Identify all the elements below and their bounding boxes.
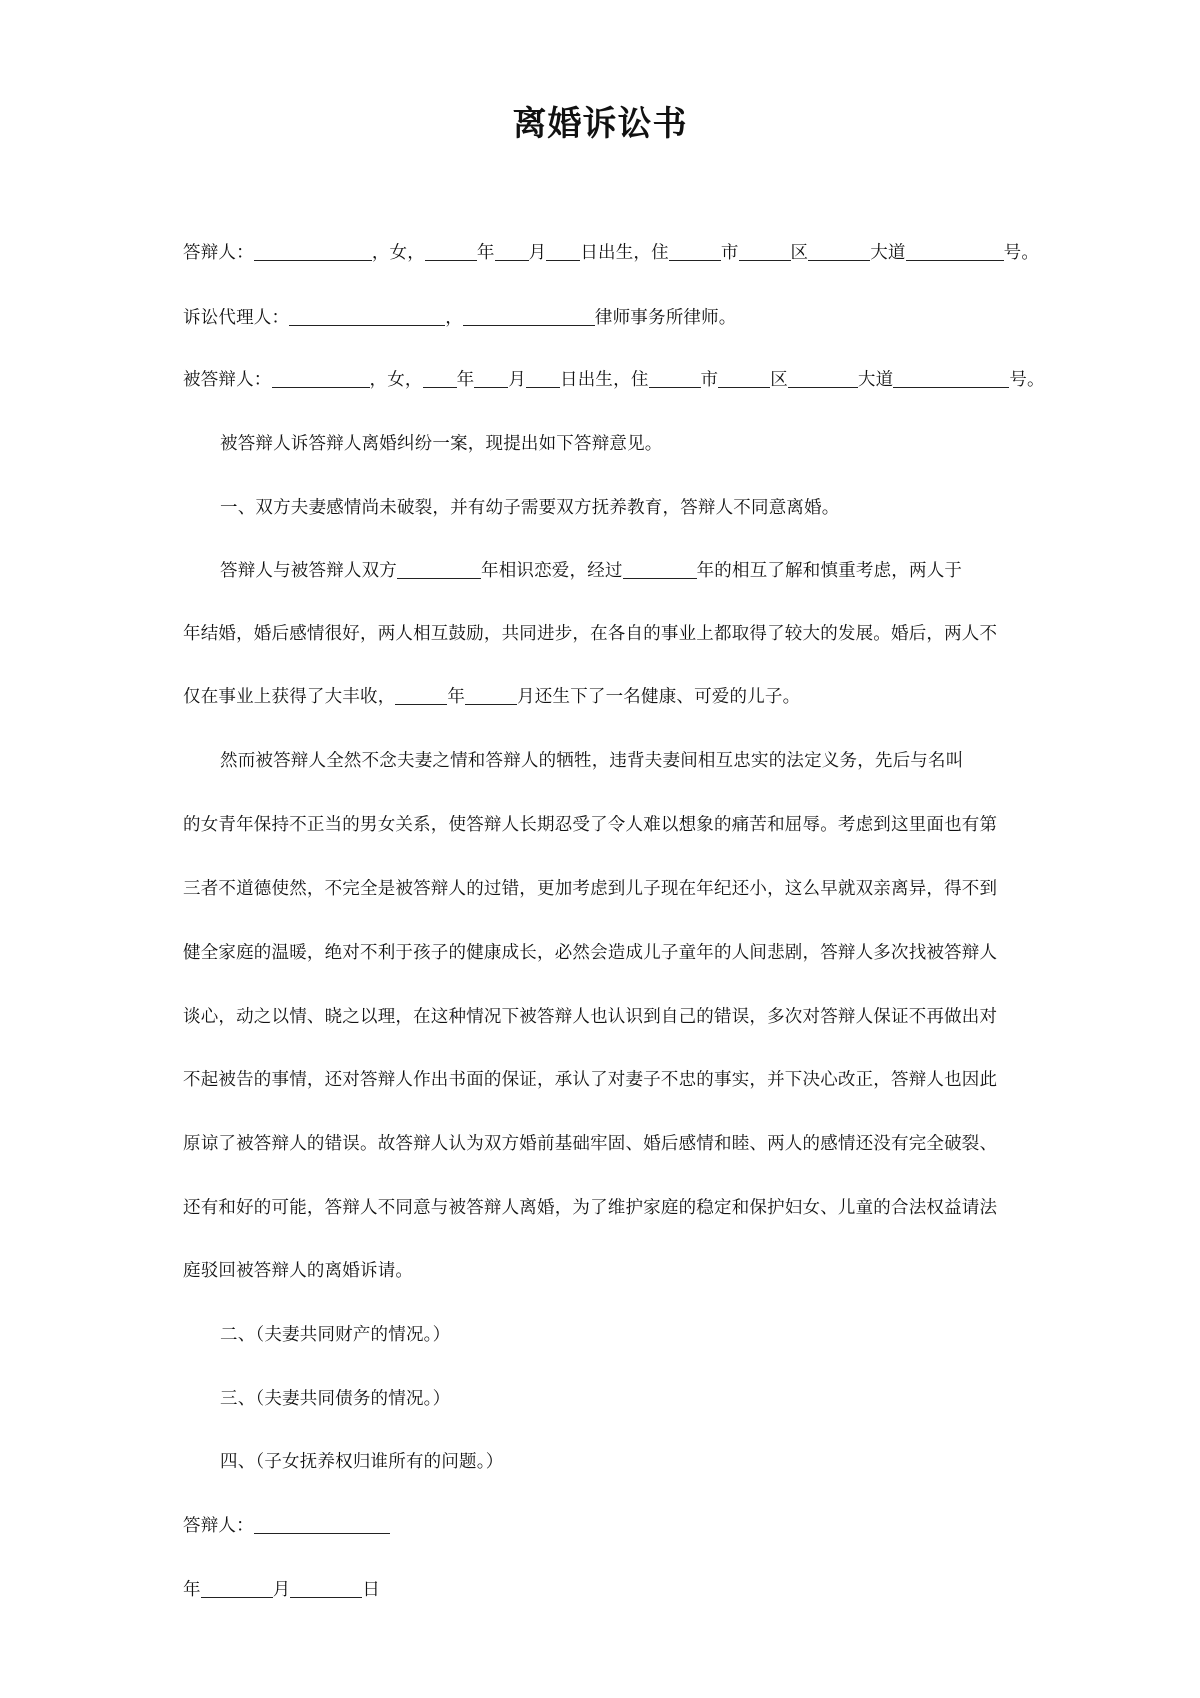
point-two: 二、（夫妻共同财产的情况。） — [220, 1325, 451, 1345]
plaintiff-avenue-blank — [788, 369, 858, 388]
plaintiff-birth-day-blank — [526, 369, 560, 388]
para2-line: 谈心，动之以情、晓之以理，在这种情况下被答辩人也认识到自己的错误，多次对答辩人保证不再做出对 — [183, 1007, 998, 1027]
agent-line — [183, 306, 737, 330]
respondent-birth-day-blank — [546, 242, 580, 261]
respondent-avenue-blank — [808, 242, 870, 261]
intro-paragraph: 被答辩人诉答辩人离婚纠纷一案，现提出如下答辩意见。 — [220, 434, 663, 454]
para2-line: 庭驳回被答辩人的离婚诉请。 — [183, 1261, 414, 1281]
plaintiff-city-label: 市 — [700, 370, 719, 390]
respondent-number-blank — [906, 242, 1004, 261]
plaintiff-city-blank — [649, 369, 701, 388]
para1-text-f: 月还生下了一名健康、可爱的儿子。 — [517, 687, 801, 707]
plaintiff-name-blank — [272, 369, 370, 388]
respondent-number-label: 号。 — [1003, 243, 1040, 263]
plaintiff-birth-month-blank — [474, 369, 508, 388]
para2-line: 然而被答辩人全然不念夫妻之情和答辩人的牺牲，违背夫妻间相互忠实的法定义务，先后与名叫 — [220, 751, 964, 771]
respondent-birth-month-blank — [495, 242, 529, 261]
plaintiff-number-blank — [893, 369, 1009, 388]
para1-years-blank — [397, 560, 481, 579]
date-day-blank — [290, 1579, 362, 1598]
signature-line — [183, 1514, 390, 1538]
plaintiff-district-blank — [718, 369, 770, 388]
document-title: 离婚诉讼书 — [512, 104, 688, 144]
para1-year-label: 年 — [447, 687, 466, 707]
para1-text-c: 年的相互了解和慎重考虑，两人于 — [696, 561, 963, 581]
plaintiff-label: 被答辩人： — [183, 370, 272, 390]
agent-separator: ， — [445, 308, 463, 328]
date-line — [183, 1578, 380, 1602]
plaintiff-line — [183, 368, 1045, 392]
respondent-district-blank — [739, 242, 791, 261]
agent-firm-suffix: 律师事务所律师。 — [594, 308, 737, 328]
agent-label: 诉讼代理人： — [183, 308, 290, 328]
respondent-month-label: 月 — [528, 243, 547, 263]
date-year-label: 年 — [183, 1580, 201, 1600]
signature-label: 答辩人： — [183, 1516, 254, 1536]
respondent-label: 答辩人： — [183, 243, 254, 263]
plaintiff-avenue-label: 大道 — [857, 370, 894, 390]
respondent-city-blank — [669, 242, 721, 261]
signature-blank — [254, 1515, 390, 1534]
date-month-label: 月 — [272, 1580, 291, 1600]
respondent-gender: ，女， — [371, 243, 425, 263]
para2-line: 的女青年保持不正当的男女关系，使答辩人长期忍受了令人难以想象的痛苦和屈辱。考虑到这里面也有第 — [183, 815, 998, 835]
plaintiff-year-label: 年 — [456, 370, 475, 390]
para2-line: 还有和好的可能，答辩人不同意与被答辩人离婚，为了维护家庭的稳定和保护妇女、儿童的合法权益请法 — [183, 1198, 998, 1218]
para1-line2: 年结婚，婚后感情很好，两人相互鼓励，共同进步，在各自的事业上都取得了较大的发展。婚后，两人不 — [183, 624, 998, 644]
respondent-city-label: 市 — [720, 243, 739, 263]
respondent-name-blank — [254, 242, 372, 261]
para2-line: 健全家庭的温暖，绝对不利于孩子的健康成长，必然会造成儿子童年的人间悲剧，答辩人多次找被答辩人 — [183, 943, 998, 963]
plaintiff-number-label: 号。 — [1009, 370, 1045, 390]
point-four: 四、（子女抚养权归谁所有的问题。） — [220, 1452, 504, 1472]
point-three: 三、（夫妻共同债务的情况。） — [220, 1389, 451, 1409]
respondent-line — [183, 241, 1039, 265]
para1-text-a: 答辩人与被答辩人双方 — [220, 561, 397, 581]
plaintiff-birth-year-blank — [423, 369, 457, 388]
plaintiff-month-label: 月 — [508, 370, 527, 390]
respondent-year-label: 年 — [476, 243, 495, 263]
agent-name-blank — [289, 307, 445, 326]
para2-line: 不起被告的事情，还对答辩人作出书面的保证，承认了对妻子不忠的事实，并下决心改正，答辩人也因此 — [183, 1070, 998, 1090]
respondent-birth-year-blank — [425, 242, 477, 261]
para2-line: 三者不道德使然，不完全是被答辩人的过错，更加考虑到儿子现在年纪还小，这么早就双亲离异，得不到 — [183, 879, 998, 899]
point-one: 一、双方夫妻感情尚未破裂，并有幼子需要双方抚养教育，答辩人不同意离婚。 — [220, 498, 840, 518]
plaintiff-district-label: 区 — [770, 370, 788, 390]
para1-son-month-blank — [465, 686, 517, 705]
plaintiff-born-label: 日出生，住 — [560, 370, 649, 390]
para1-line1 — [220, 559, 962, 583]
date-month-blank — [201, 1579, 273, 1598]
date-day-label: 日 — [362, 1580, 381, 1600]
para2-line: 原谅了被答辩人的错误。故答辩人认为双方婚前基础牢固、婚后感情和睦、两人的感情还没有完全破裂、 — [183, 1134, 998, 1154]
para1-months-blank — [623, 560, 697, 579]
para1-line3 — [183, 685, 800, 709]
para1-text-d: 仅在事业上获得了大丰收， — [183, 687, 396, 707]
para1-son-year-blank — [395, 686, 447, 705]
para1-text-b: 年相识恋爱，经过 — [481, 561, 623, 581]
respondent-district-label: 区 — [790, 243, 809, 263]
agent-firm-blank — [463, 307, 595, 326]
respondent-born-label: 日出生，住 — [580, 243, 669, 263]
respondent-avenue-label: 大道 — [870, 243, 906, 263]
plaintiff-gender: ，女， — [369, 370, 423, 390]
